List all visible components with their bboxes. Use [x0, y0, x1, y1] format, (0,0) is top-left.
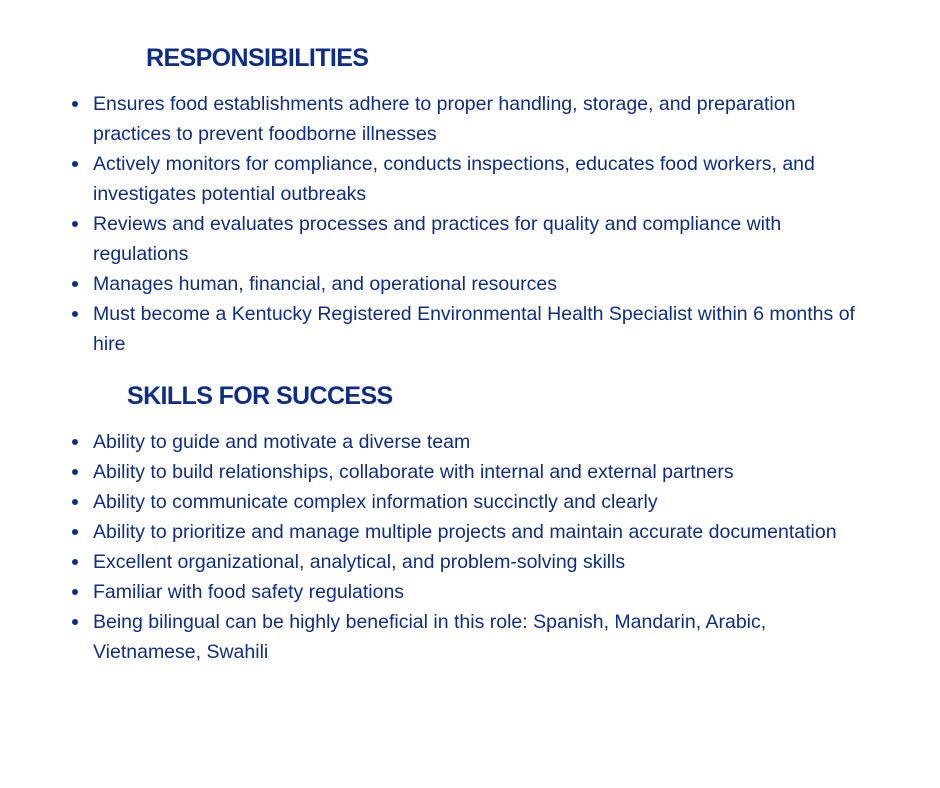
list-item	[0, 517, 863, 547]
list-item-text: Excellent organizational, analytical, and problem-solving skills	[93, 551, 626, 573]
bullet-icon	[72, 529, 78, 535]
list-item	[0, 89, 863, 149]
list-item-text: Being bilingual can be highly beneficial in this role: Spanish, Mandarin, Arabic, Vietnamese, Swahili	[93, 611, 767, 663]
skills-heading: SKILLS FOR SUCCESS	[127, 382, 393, 410]
list-item	[0, 427, 863, 457]
list-item	[0, 299, 863, 359]
list-item-text: Actively monitors for compliance, conducts inspections, educates food workers, and investigates potential outbreaks	[93, 153, 815, 205]
bullet-icon	[72, 311, 78, 317]
list-item	[0, 547, 863, 577]
responsibilities-heading: RESPONSIBILITIES	[146, 44, 369, 72]
list-item-text: Manages human, financial, and operational resources	[93, 273, 557, 295]
list-item-text: Reviews and evaluates processes and practices for quality and compliance with regulations	[93, 213, 782, 265]
bullet-icon	[72, 101, 78, 107]
list-item-text: Ability to communicate complex information succinctly and clearly	[93, 491, 658, 513]
bullet-icon	[72, 619, 78, 625]
list-item-text: Familiar with food safety regulations	[93, 581, 405, 603]
list-item-text: Must become a Kentucky Registered Environmental Health Specialist within 6 months of hire	[93, 303, 855, 355]
list-item	[0, 149, 863, 209]
list-item-text: Ability to guide and motivate a diverse team	[93, 431, 471, 453]
bullet-icon	[72, 589, 78, 595]
list-item-text: Ensures food establishments adhere to proper handling, storage, and preparation practices to prevent foodborne illnesses	[93, 93, 796, 145]
list-item	[0, 457, 863, 487]
bullet-icon	[72, 469, 78, 475]
bullet-icon	[72, 161, 78, 167]
bullet-icon	[72, 499, 78, 505]
list-item-text: Ability to build relationships, collaborate with internal and external partners	[93, 461, 734, 483]
list-item	[0, 209, 863, 269]
bullet-icon	[72, 559, 78, 565]
list-item-text: Ability to prioritize and manage multiple projects and maintain accurate documentation	[93, 521, 837, 543]
list-item	[0, 577, 863, 607]
bullet-icon	[72, 281, 78, 287]
skills-list	[0, 427, 863, 667]
list-item	[0, 607, 863, 667]
responsibilities-list	[0, 89, 863, 359]
bullet-icon	[72, 221, 78, 227]
bullet-icon	[72, 439, 78, 445]
list-item	[0, 269, 863, 299]
list-item	[0, 487, 863, 517]
